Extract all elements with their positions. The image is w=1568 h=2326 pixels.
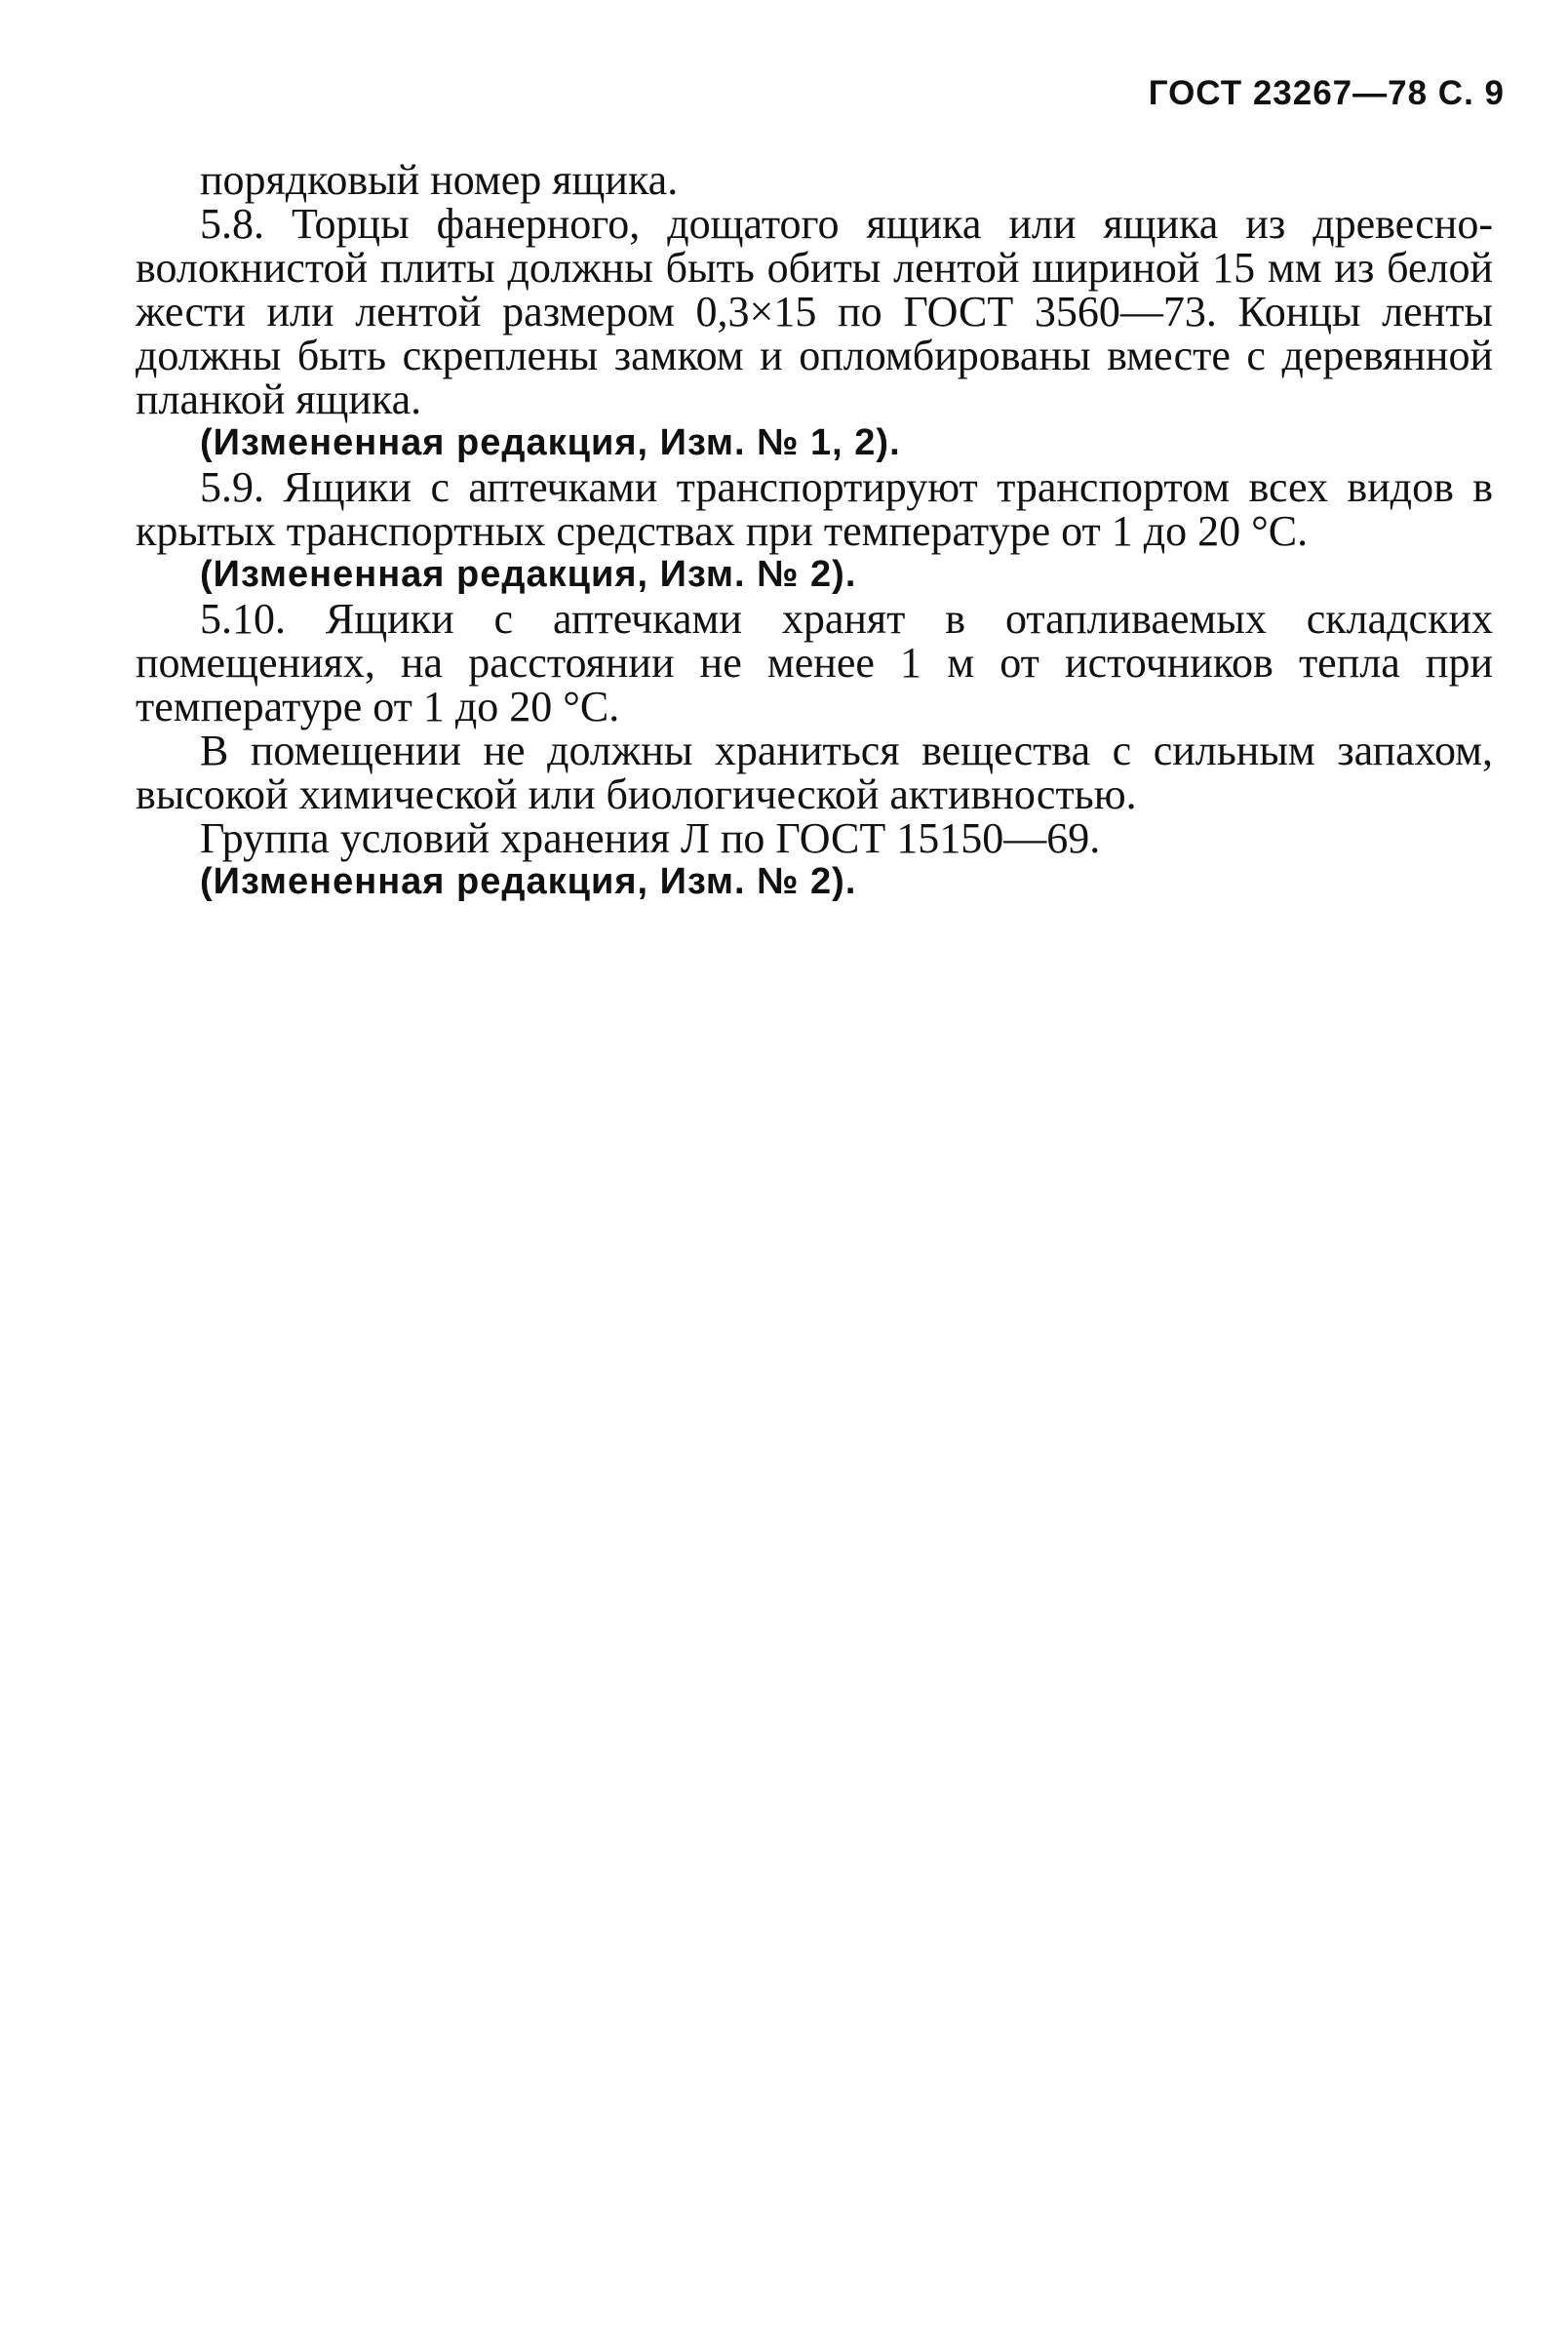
paragraph-5-10: 5.10. Ящики с аптечками хранят в отапливаемых складских помещениях, на расстоянии не менее 1 м от источников тепла при температуре от 1 до 20 °С. bbox=[136, 595, 1493, 730]
page-running-head: ГОСТ 23267—78 С. 9 bbox=[1148, 74, 1505, 112]
paragraph-5-8: 5.8. Торцы фанерного, дощатого ящика или ящика из древесно-волокнистой плиты должны быть обиты лентой шириной 15 мм из белой жести или лентой размером 0,3×15 по ГОСТ 3560—73. Концы ленты должны быть скреплены замком и опломбированы вместе с деревянной планкой ящика. bbox=[136, 200, 1493, 423]
amendment-note: (Измененная редакция, Изм. № 2). bbox=[200, 861, 857, 902]
paragraph-continuation: порядковый номер ящика. bbox=[200, 156, 679, 204]
amendment-note: (Измененная редакция, Изм. № 2). bbox=[200, 554, 857, 595]
paragraph-storage-group: Группа условий хранения Л по ГОСТ 15150—69. bbox=[200, 814, 1101, 862]
document-body bbox=[136, 158, 1493, 904]
paragraph-5-9: 5.9. Ящики с аптечками транспортируют транспортом всех видов в крытых транспортных средствах при температуре от 1 до 20 °С. bbox=[136, 463, 1493, 555]
amendment-note: (Измененная редакция, Изм. № 1, 2). bbox=[200, 422, 901, 463]
paragraph-storage-restrictions: В помещении не должны храниться вещества с сильным запахом, высокой химической или биологической активностью. bbox=[136, 727, 1493, 818]
